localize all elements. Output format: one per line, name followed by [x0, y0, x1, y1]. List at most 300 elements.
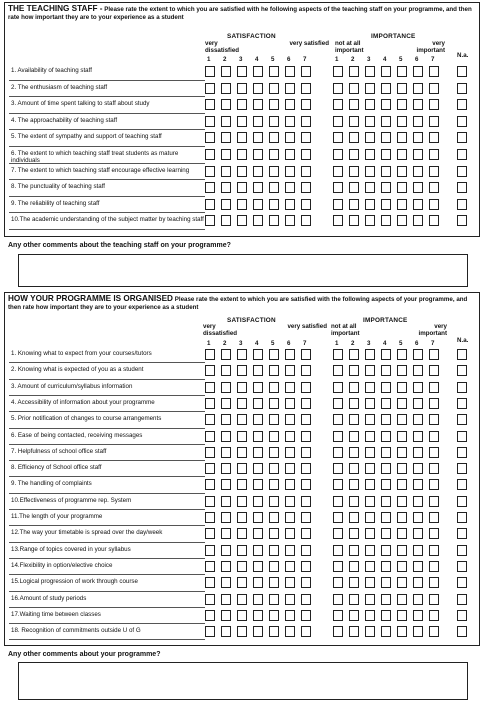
importance-rating-2-checkbox[interactable]: [349, 66, 359, 77]
importance-rating-6-checkbox[interactable]: [413, 561, 423, 572]
importance-rating-1-checkbox[interactable]: [333, 215, 343, 226]
satisfaction-rating-3-checkbox[interactable]: [237, 577, 247, 588]
importance-rating-6-checkbox[interactable]: [413, 528, 423, 539]
importance-rating-7-checkbox[interactable]: [429, 561, 439, 572]
importance-rating-5-checkbox[interactable]: [397, 479, 407, 490]
importance-rating-5-checkbox[interactable]: [397, 132, 407, 143]
importance-rating-7-checkbox[interactable]: [429, 610, 439, 621]
importance-rating-5-checkbox[interactable]: [397, 398, 407, 409]
importance-rating-4-checkbox[interactable]: [381, 577, 391, 588]
importance-rating-7-checkbox[interactable]: [429, 512, 439, 523]
satisfaction-rating-6-checkbox[interactable]: [285, 398, 295, 409]
importance-rating-2-checkbox[interactable]: [349, 166, 359, 177]
satisfaction-rating-3-checkbox[interactable]: [237, 99, 247, 110]
importance-rating-5-checkbox[interactable]: [397, 431, 407, 442]
importance-rating-4-checkbox[interactable]: [381, 561, 391, 572]
importance-rating-3-checkbox[interactable]: [365, 349, 375, 360]
importance-rating-2-checkbox[interactable]: [349, 577, 359, 588]
satisfaction-rating-4-checkbox[interactable]: [253, 149, 263, 160]
satisfaction-rating-7-checkbox[interactable]: [301, 447, 311, 458]
importance-rating-6-checkbox[interactable]: [413, 349, 423, 360]
importance-rating-3-checkbox[interactable]: [365, 166, 375, 177]
importance-rating-7-checkbox[interactable]: [429, 545, 439, 556]
satisfaction-rating-3-checkbox[interactable]: [237, 132, 247, 143]
importance-rating-6-checkbox[interactable]: [413, 182, 423, 193]
importance-rating-5-checkbox[interactable]: [397, 528, 407, 539]
importance-rating-3-checkbox[interactable]: [365, 66, 375, 77]
importance-rating-6-checkbox[interactable]: [413, 512, 423, 523]
not-applicable-checkbox[interactable]: [457, 594, 467, 605]
satisfaction-rating-7-checkbox[interactable]: [301, 561, 311, 572]
satisfaction-rating-6-checkbox[interactable]: [285, 99, 295, 110]
satisfaction-rating-2-checkbox[interactable]: [221, 149, 231, 160]
importance-rating-1-checkbox[interactable]: [333, 610, 343, 621]
importance-rating-6-checkbox[interactable]: [413, 116, 423, 127]
importance-rating-2-checkbox[interactable]: [349, 382, 359, 393]
importance-rating-6-checkbox[interactable]: [413, 199, 423, 210]
importance-rating-2-checkbox[interactable]: [349, 199, 359, 210]
satisfaction-rating-3-checkbox[interactable]: [237, 594, 247, 605]
satisfaction-rating-2-checkbox[interactable]: [221, 626, 231, 637]
importance-rating-4-checkbox[interactable]: [381, 182, 391, 193]
satisfaction-rating-2-checkbox[interactable]: [221, 512, 231, 523]
importance-rating-7-checkbox[interactable]: [429, 577, 439, 588]
satisfaction-rating-4-checkbox[interactable]: [253, 132, 263, 143]
importance-rating-7-checkbox[interactable]: [429, 149, 439, 160]
satisfaction-rating-5-checkbox[interactable]: [269, 528, 279, 539]
importance-rating-1-checkbox[interactable]: [333, 463, 343, 474]
satisfaction-rating-5-checkbox[interactable]: [269, 199, 279, 210]
satisfaction-rating-6-checkbox[interactable]: [285, 132, 295, 143]
satisfaction-rating-5-checkbox[interactable]: [269, 594, 279, 605]
satisfaction-rating-6-checkbox[interactable]: [285, 182, 295, 193]
satisfaction-rating-3-checkbox[interactable]: [237, 431, 247, 442]
importance-rating-4-checkbox[interactable]: [381, 610, 391, 621]
satisfaction-rating-1-checkbox[interactable]: [205, 83, 215, 94]
satisfaction-rating-6-checkbox[interactable]: [285, 545, 295, 556]
satisfaction-rating-5-checkbox[interactable]: [269, 414, 279, 425]
importance-rating-1-checkbox[interactable]: [333, 182, 343, 193]
satisfaction-rating-2-checkbox[interactable]: [221, 199, 231, 210]
importance-rating-2-checkbox[interactable]: [349, 561, 359, 572]
satisfaction-rating-3-checkbox[interactable]: [237, 66, 247, 77]
importance-rating-6-checkbox[interactable]: [413, 66, 423, 77]
importance-rating-6-checkbox[interactable]: [413, 545, 423, 556]
satisfaction-rating-1-checkbox[interactable]: [205, 398, 215, 409]
importance-rating-6-checkbox[interactable]: [413, 577, 423, 588]
importance-rating-5-checkbox[interactable]: [397, 577, 407, 588]
importance-rating-1-checkbox[interactable]: [333, 382, 343, 393]
importance-rating-2-checkbox[interactable]: [349, 398, 359, 409]
satisfaction-rating-3-checkbox[interactable]: [237, 199, 247, 210]
satisfaction-rating-3-checkbox[interactable]: [237, 83, 247, 94]
importance-rating-1-checkbox[interactable]: [333, 349, 343, 360]
importance-rating-4-checkbox[interactable]: [381, 528, 391, 539]
satisfaction-rating-2-checkbox[interactable]: [221, 610, 231, 621]
satisfaction-rating-7-checkbox[interactable]: [301, 132, 311, 143]
importance-rating-5-checkbox[interactable]: [397, 561, 407, 572]
satisfaction-rating-3-checkbox[interactable]: [237, 447, 247, 458]
importance-rating-4-checkbox[interactable]: [381, 431, 391, 442]
importance-rating-7-checkbox[interactable]: [429, 431, 439, 442]
satisfaction-rating-7-checkbox[interactable]: [301, 83, 311, 94]
satisfaction-rating-5-checkbox[interactable]: [269, 545, 279, 556]
satisfaction-rating-2-checkbox[interactable]: [221, 447, 231, 458]
importance-rating-5-checkbox[interactable]: [397, 512, 407, 523]
satisfaction-rating-1-checkbox[interactable]: [205, 431, 215, 442]
satisfaction-rating-2-checkbox[interactable]: [221, 594, 231, 605]
not-applicable-checkbox[interactable]: [457, 182, 467, 193]
importance-rating-6-checkbox[interactable]: [413, 431, 423, 442]
satisfaction-rating-4-checkbox[interactable]: [253, 182, 263, 193]
satisfaction-rating-1-checkbox[interactable]: [205, 463, 215, 474]
satisfaction-rating-2-checkbox[interactable]: [221, 99, 231, 110]
not-applicable-checkbox[interactable]: [457, 199, 467, 210]
satisfaction-rating-7-checkbox[interactable]: [301, 365, 311, 376]
satisfaction-rating-1-checkbox[interactable]: [205, 496, 215, 507]
satisfaction-rating-6-checkbox[interactable]: [285, 496, 295, 507]
satisfaction-rating-7-checkbox[interactable]: [301, 626, 311, 637]
importance-rating-1-checkbox[interactable]: [333, 99, 343, 110]
importance-rating-3-checkbox[interactable]: [365, 577, 375, 588]
satisfaction-rating-7-checkbox[interactable]: [301, 594, 311, 605]
satisfaction-rating-4-checkbox[interactable]: [253, 545, 263, 556]
not-applicable-checkbox[interactable]: [457, 577, 467, 588]
importance-rating-5-checkbox[interactable]: [397, 447, 407, 458]
importance-rating-5-checkbox[interactable]: [397, 349, 407, 360]
importance-rating-4-checkbox[interactable]: [381, 463, 391, 474]
satisfaction-rating-2-checkbox[interactable]: [221, 382, 231, 393]
satisfaction-rating-5-checkbox[interactable]: [269, 577, 279, 588]
importance-rating-4-checkbox[interactable]: [381, 447, 391, 458]
importance-rating-6-checkbox[interactable]: [413, 626, 423, 637]
satisfaction-rating-1-checkbox[interactable]: [205, 199, 215, 210]
not-applicable-checkbox[interactable]: [457, 382, 467, 393]
satisfaction-rating-1-checkbox[interactable]: [205, 182, 215, 193]
not-applicable-checkbox[interactable]: [457, 479, 467, 490]
satisfaction-rating-2-checkbox[interactable]: [221, 398, 231, 409]
satisfaction-rating-6-checkbox[interactable]: [285, 528, 295, 539]
satisfaction-rating-3-checkbox[interactable]: [237, 496, 247, 507]
not-applicable-checkbox[interactable]: [457, 545, 467, 556]
satisfaction-rating-2-checkbox[interactable]: [221, 463, 231, 474]
importance-rating-7-checkbox[interactable]: [429, 447, 439, 458]
importance-rating-7-checkbox[interactable]: [429, 116, 439, 127]
not-applicable-checkbox[interactable]: [457, 166, 467, 177]
importance-rating-2-checkbox[interactable]: [349, 626, 359, 637]
satisfaction-rating-2-checkbox[interactable]: [221, 365, 231, 376]
satisfaction-rating-4-checkbox[interactable]: [253, 398, 263, 409]
satisfaction-rating-2-checkbox[interactable]: [221, 116, 231, 127]
satisfaction-rating-6-checkbox[interactable]: [285, 66, 295, 77]
importance-rating-1-checkbox[interactable]: [333, 479, 343, 490]
satisfaction-rating-4-checkbox[interactable]: [253, 447, 263, 458]
satisfaction-rating-1-checkbox[interactable]: [205, 132, 215, 143]
satisfaction-rating-6-checkbox[interactable]: [285, 166, 295, 177]
satisfaction-rating-7-checkbox[interactable]: [301, 382, 311, 393]
importance-rating-4-checkbox[interactable]: [381, 66, 391, 77]
satisfaction-rating-2-checkbox[interactable]: [221, 431, 231, 442]
importance-rating-3-checkbox[interactable]: [365, 463, 375, 474]
satisfaction-rating-3-checkbox[interactable]: [237, 528, 247, 539]
satisfaction-rating-6-checkbox[interactable]: [285, 577, 295, 588]
importance-rating-5-checkbox[interactable]: [397, 496, 407, 507]
satisfaction-rating-7-checkbox[interactable]: [301, 512, 311, 523]
satisfaction-rating-4-checkbox[interactable]: [253, 496, 263, 507]
importance-rating-3-checkbox[interactable]: [365, 561, 375, 572]
satisfaction-rating-7-checkbox[interactable]: [301, 182, 311, 193]
importance-rating-3-checkbox[interactable]: [365, 215, 375, 226]
importance-rating-5-checkbox[interactable]: [397, 463, 407, 474]
satisfaction-rating-4-checkbox[interactable]: [253, 431, 263, 442]
importance-rating-2-checkbox[interactable]: [349, 149, 359, 160]
importance-rating-3-checkbox[interactable]: [365, 431, 375, 442]
satisfaction-rating-5-checkbox[interactable]: [269, 66, 279, 77]
importance-rating-4-checkbox[interactable]: [381, 479, 391, 490]
importance-rating-7-checkbox[interactable]: [429, 479, 439, 490]
importance-rating-7-checkbox[interactable]: [429, 132, 439, 143]
importance-rating-1-checkbox[interactable]: [333, 66, 343, 77]
importance-rating-3-checkbox[interactable]: [365, 512, 375, 523]
importance-rating-7-checkbox[interactable]: [429, 398, 439, 409]
satisfaction-rating-7-checkbox[interactable]: [301, 577, 311, 588]
satisfaction-rating-2-checkbox[interactable]: [221, 349, 231, 360]
importance-rating-5-checkbox[interactable]: [397, 414, 407, 425]
satisfaction-rating-7-checkbox[interactable]: [301, 99, 311, 110]
importance-rating-7-checkbox[interactable]: [429, 349, 439, 360]
satisfaction-rating-1-checkbox[interactable]: [205, 99, 215, 110]
importance-rating-6-checkbox[interactable]: [413, 382, 423, 393]
not-applicable-checkbox[interactable]: [457, 463, 467, 474]
importance-rating-7-checkbox[interactable]: [429, 199, 439, 210]
satisfaction-rating-1-checkbox[interactable]: [205, 577, 215, 588]
importance-rating-5-checkbox[interactable]: [397, 182, 407, 193]
satisfaction-rating-1-checkbox[interactable]: [205, 528, 215, 539]
satisfaction-rating-5-checkbox[interactable]: [269, 447, 279, 458]
satisfaction-rating-5-checkbox[interactable]: [269, 431, 279, 442]
satisfaction-rating-7-checkbox[interactable]: [301, 545, 311, 556]
not-applicable-checkbox[interactable]: [457, 561, 467, 572]
importance-rating-6-checkbox[interactable]: [413, 463, 423, 474]
satisfaction-rating-7-checkbox[interactable]: [301, 149, 311, 160]
importance-rating-7-checkbox[interactable]: [429, 382, 439, 393]
importance-rating-7-checkbox[interactable]: [429, 496, 439, 507]
importance-rating-1-checkbox[interactable]: [333, 431, 343, 442]
not-applicable-checkbox[interactable]: [457, 116, 467, 127]
satisfaction-rating-7-checkbox[interactable]: [301, 528, 311, 539]
satisfaction-rating-5-checkbox[interactable]: [269, 132, 279, 143]
satisfaction-rating-3-checkbox[interactable]: [237, 463, 247, 474]
importance-rating-2-checkbox[interactable]: [349, 610, 359, 621]
importance-rating-7-checkbox[interactable]: [429, 463, 439, 474]
importance-rating-4-checkbox[interactable]: [381, 166, 391, 177]
importance-rating-5-checkbox[interactable]: [397, 626, 407, 637]
importance-rating-7-checkbox[interactable]: [429, 215, 439, 226]
importance-rating-3-checkbox[interactable]: [365, 545, 375, 556]
satisfaction-rating-1-checkbox[interactable]: [205, 382, 215, 393]
importance-rating-6-checkbox[interactable]: [413, 83, 423, 94]
satisfaction-rating-5-checkbox[interactable]: [269, 561, 279, 572]
satisfaction-rating-2-checkbox[interactable]: [221, 479, 231, 490]
importance-rating-2-checkbox[interactable]: [349, 463, 359, 474]
importance-rating-6-checkbox[interactable]: [413, 215, 423, 226]
satisfaction-rating-5-checkbox[interactable]: [269, 99, 279, 110]
satisfaction-rating-1-checkbox[interactable]: [205, 610, 215, 621]
importance-rating-4-checkbox[interactable]: [381, 149, 391, 160]
importance-rating-6-checkbox[interactable]: [413, 365, 423, 376]
importance-rating-2-checkbox[interactable]: [349, 215, 359, 226]
satisfaction-rating-6-checkbox[interactable]: [285, 561, 295, 572]
importance-rating-2-checkbox[interactable]: [349, 414, 359, 425]
satisfaction-rating-4-checkbox[interactable]: [253, 479, 263, 490]
importance-rating-5-checkbox[interactable]: [397, 610, 407, 621]
satisfaction-rating-7-checkbox[interactable]: [301, 479, 311, 490]
satisfaction-rating-6-checkbox[interactable]: [285, 215, 295, 226]
teaching-comments-box[interactable]: [18, 254, 468, 287]
importance-rating-5-checkbox[interactable]: [397, 545, 407, 556]
satisfaction-rating-6-checkbox[interactable]: [285, 349, 295, 360]
satisfaction-rating-7-checkbox[interactable]: [301, 66, 311, 77]
importance-rating-1-checkbox[interactable]: [333, 132, 343, 143]
importance-rating-2-checkbox[interactable]: [349, 496, 359, 507]
not-applicable-checkbox[interactable]: [457, 447, 467, 458]
satisfaction-rating-5-checkbox[interactable]: [269, 365, 279, 376]
satisfaction-rating-7-checkbox[interactable]: [301, 463, 311, 474]
satisfaction-rating-3-checkbox[interactable]: [237, 545, 247, 556]
not-applicable-checkbox[interactable]: [457, 496, 467, 507]
importance-rating-1-checkbox[interactable]: [333, 512, 343, 523]
importance-rating-6-checkbox[interactable]: [413, 414, 423, 425]
importance-rating-4-checkbox[interactable]: [381, 594, 391, 605]
satisfaction-rating-5-checkbox[interactable]: [269, 496, 279, 507]
importance-rating-1-checkbox[interactable]: [333, 199, 343, 210]
importance-rating-6-checkbox[interactable]: [413, 166, 423, 177]
importance-rating-4-checkbox[interactable]: [381, 99, 391, 110]
satisfaction-rating-1-checkbox[interactable]: [205, 149, 215, 160]
satisfaction-rating-3-checkbox[interactable]: [237, 561, 247, 572]
satisfaction-rating-5-checkbox[interactable]: [269, 182, 279, 193]
satisfaction-rating-3-checkbox[interactable]: [237, 182, 247, 193]
importance-rating-1-checkbox[interactable]: [333, 561, 343, 572]
not-applicable-checkbox[interactable]: [457, 365, 467, 376]
satisfaction-rating-6-checkbox[interactable]: [285, 149, 295, 160]
importance-rating-5-checkbox[interactable]: [397, 166, 407, 177]
programme-comments-box[interactable]: [18, 662, 468, 700]
satisfaction-rating-4-checkbox[interactable]: [253, 83, 263, 94]
satisfaction-rating-4-checkbox[interactable]: [253, 610, 263, 621]
satisfaction-rating-5-checkbox[interactable]: [269, 463, 279, 474]
not-applicable-checkbox[interactable]: [457, 398, 467, 409]
satisfaction-rating-4-checkbox[interactable]: [253, 199, 263, 210]
importance-rating-5-checkbox[interactable]: [397, 116, 407, 127]
satisfaction-rating-3-checkbox[interactable]: [237, 626, 247, 637]
importance-rating-5-checkbox[interactable]: [397, 99, 407, 110]
satisfaction-rating-2-checkbox[interactable]: [221, 561, 231, 572]
satisfaction-rating-7-checkbox[interactable]: [301, 215, 311, 226]
satisfaction-rating-1-checkbox[interactable]: [205, 349, 215, 360]
importance-rating-4-checkbox[interactable]: [381, 349, 391, 360]
satisfaction-rating-4-checkbox[interactable]: [253, 215, 263, 226]
importance-rating-4-checkbox[interactable]: [381, 199, 391, 210]
satisfaction-rating-2-checkbox[interactable]: [221, 496, 231, 507]
satisfaction-rating-7-checkbox[interactable]: [301, 116, 311, 127]
satisfaction-rating-3-checkbox[interactable]: [237, 349, 247, 360]
satisfaction-rating-7-checkbox[interactable]: [301, 610, 311, 621]
satisfaction-rating-6-checkbox[interactable]: [285, 116, 295, 127]
satisfaction-rating-3-checkbox[interactable]: [237, 512, 247, 523]
satisfaction-rating-1-checkbox[interactable]: [205, 447, 215, 458]
importance-rating-3-checkbox[interactable]: [365, 479, 375, 490]
satisfaction-rating-2-checkbox[interactable]: [221, 414, 231, 425]
importance-rating-4-checkbox[interactable]: [381, 215, 391, 226]
not-applicable-checkbox[interactable]: [457, 610, 467, 621]
importance-rating-1-checkbox[interactable]: [333, 149, 343, 160]
satisfaction-rating-4-checkbox[interactable]: [253, 414, 263, 425]
importance-rating-3-checkbox[interactable]: [365, 447, 375, 458]
importance-rating-4-checkbox[interactable]: [381, 116, 391, 127]
satisfaction-rating-2-checkbox[interactable]: [221, 166, 231, 177]
importance-rating-2-checkbox[interactable]: [349, 99, 359, 110]
satisfaction-rating-2-checkbox[interactable]: [221, 66, 231, 77]
satisfaction-rating-1-checkbox[interactable]: [205, 545, 215, 556]
satisfaction-rating-1-checkbox[interactable]: [205, 561, 215, 572]
importance-rating-4-checkbox[interactable]: [381, 132, 391, 143]
satisfaction-rating-5-checkbox[interactable]: [269, 479, 279, 490]
satisfaction-rating-4-checkbox[interactable]: [253, 116, 263, 127]
satisfaction-rating-6-checkbox[interactable]: [285, 83, 295, 94]
importance-rating-7-checkbox[interactable]: [429, 594, 439, 605]
satisfaction-rating-3-checkbox[interactable]: [237, 149, 247, 160]
satisfaction-rating-3-checkbox[interactable]: [237, 166, 247, 177]
importance-rating-7-checkbox[interactable]: [429, 365, 439, 376]
satisfaction-rating-3-checkbox[interactable]: [237, 398, 247, 409]
satisfaction-rating-7-checkbox[interactable]: [301, 166, 311, 177]
satisfaction-rating-5-checkbox[interactable]: [269, 215, 279, 226]
satisfaction-rating-7-checkbox[interactable]: [301, 349, 311, 360]
satisfaction-rating-4-checkbox[interactable]: [253, 463, 263, 474]
importance-rating-5-checkbox[interactable]: [397, 365, 407, 376]
importance-rating-1-checkbox[interactable]: [333, 594, 343, 605]
satisfaction-rating-1-checkbox[interactable]: [205, 512, 215, 523]
satisfaction-rating-4-checkbox[interactable]: [253, 382, 263, 393]
not-applicable-checkbox[interactable]: [457, 149, 467, 160]
importance-rating-2-checkbox[interactable]: [349, 182, 359, 193]
satisfaction-rating-3-checkbox[interactable]: [237, 414, 247, 425]
importance-rating-3-checkbox[interactable]: [365, 132, 375, 143]
importance-rating-2-checkbox[interactable]: [349, 512, 359, 523]
satisfaction-rating-2-checkbox[interactable]: [221, 528, 231, 539]
importance-rating-2-checkbox[interactable]: [349, 83, 359, 94]
importance-rating-5-checkbox[interactable]: [397, 215, 407, 226]
satisfaction-rating-6-checkbox[interactable]: [285, 512, 295, 523]
importance-rating-3-checkbox[interactable]: [365, 594, 375, 605]
importance-rating-3-checkbox[interactable]: [365, 182, 375, 193]
importance-rating-2-checkbox[interactable]: [349, 528, 359, 539]
satisfaction-rating-4-checkbox[interactable]: [253, 594, 263, 605]
importance-rating-1-checkbox[interactable]: [333, 447, 343, 458]
satisfaction-rating-4-checkbox[interactable]: [253, 512, 263, 523]
importance-rating-6-checkbox[interactable]: [413, 149, 423, 160]
importance-rating-4-checkbox[interactable]: [381, 496, 391, 507]
satisfaction-rating-3-checkbox[interactable]: [237, 610, 247, 621]
satisfaction-rating-3-checkbox[interactable]: [237, 365, 247, 376]
importance-rating-3-checkbox[interactable]: [365, 626, 375, 637]
importance-rating-1-checkbox[interactable]: [333, 528, 343, 539]
importance-rating-3-checkbox[interactable]: [365, 199, 375, 210]
importance-rating-5-checkbox[interactable]: [397, 66, 407, 77]
importance-rating-5-checkbox[interactable]: [397, 594, 407, 605]
importance-rating-7-checkbox[interactable]: [429, 182, 439, 193]
